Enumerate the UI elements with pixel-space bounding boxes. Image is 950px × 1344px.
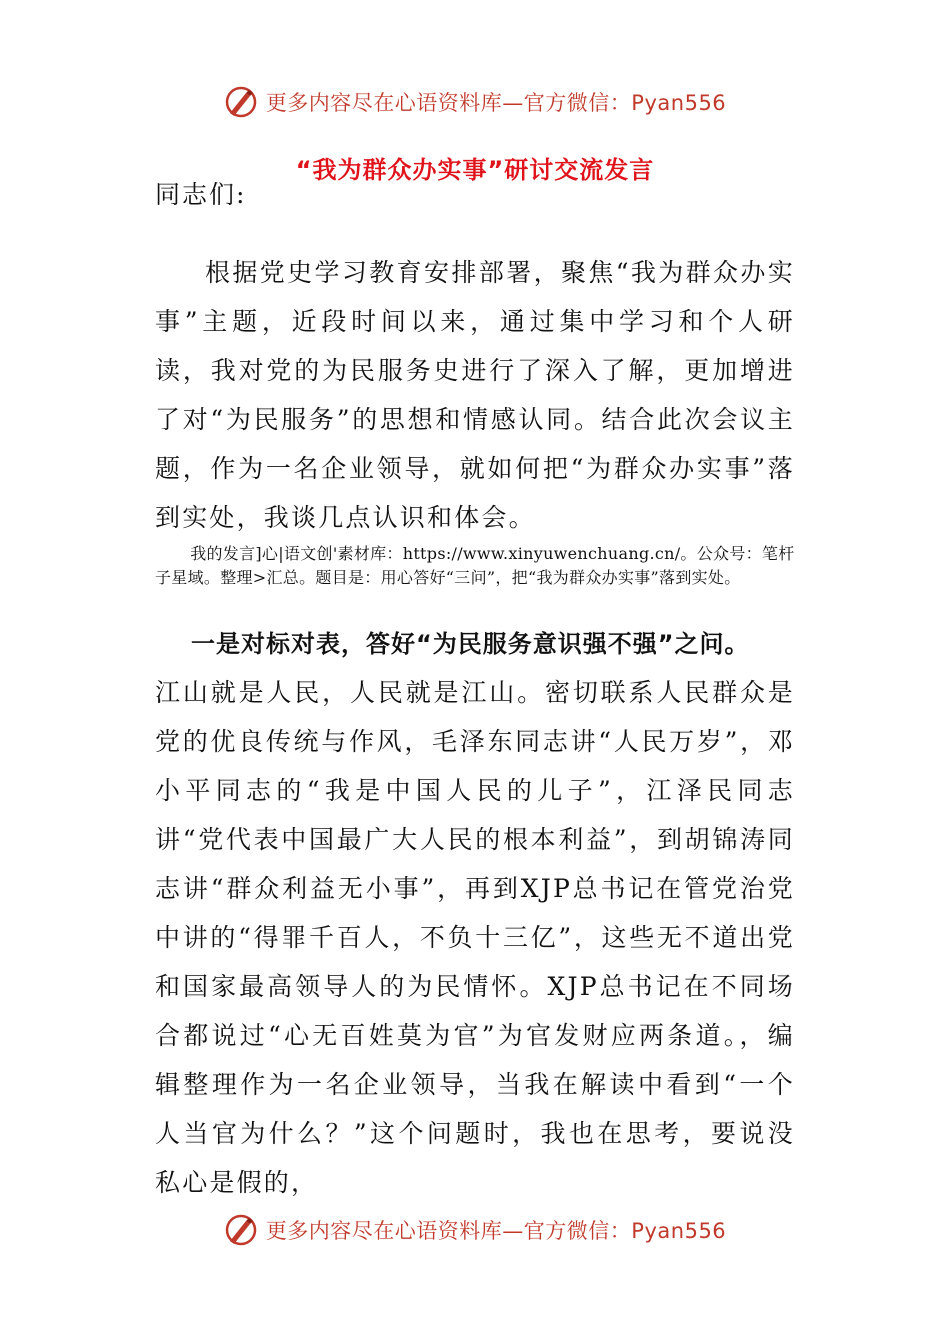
paragraph-section-1: 江山就是人民，人民就是江山。密切联系人民群众是党的优良传统与作风，毛泽东同志讲“人民万岁”，邓小平同志的“我是中国人民的儿子”，江泽民同志讲“党代表中国最广大人民的根本利益”，到胡锦涛同志讲“群众利益无小事”，再到XJP总书记在管党治党中讲的“得罪千百人，不负十三亿”，这些无不道出党和国家最高领导人的为民情怀。XJP总书记在不同场合都说过“心无百姓莫为官”为官发财应两条道。，编辑整理作为一名企业领导，当我在解读中看到“一个人当官为什么？”这个问题时，我也在思考，要说没私心是假的，	[155, 678, 795, 1197]
paragraph-intro: 根据党史学习教育安排部署，聚焦“我为群众办实事”主题，近段时间以来，通过集中学习和个人研读，我对党的为民服务史进行了深入了解，更加增进了对“为民服务”的思想和情感认同。结合此次会议主题，作为一名企业领导，就如何把“为群众办实事”落到实处，我谈几点认识和体会。	[155, 258, 795, 532]
footer-banner	[0, 1208, 950, 1252]
header-banner	[0, 80, 950, 124]
salutation: 同志们:	[155, 180, 247, 209]
pen-logo-icon	[224, 85, 258, 119]
banner-text: 更多内容尽在心语资料库—官方微信：Pyan556	[265, 91, 727, 115]
document-title: “我为群众办实事”研讨交流发言	[295, 156, 655, 184]
pen-logo-icon	[224, 1213, 258, 1247]
banner-text: 更多内容尽在心语资料库—官方微信：Pyan556	[265, 1219, 727, 1243]
source-note: 我的发言]心|语文创'素材库：https://www.xinyuwenchuang.cn/。公众号：笔杆子星域。整理>汇总。题目是：用心答好“三问”，把“我为群众办实事”落到实处。	[155, 544, 795, 587]
section-heading-1: 一是对标对表，答好“为民服务意识强不强”之问。	[191, 630, 750, 658]
